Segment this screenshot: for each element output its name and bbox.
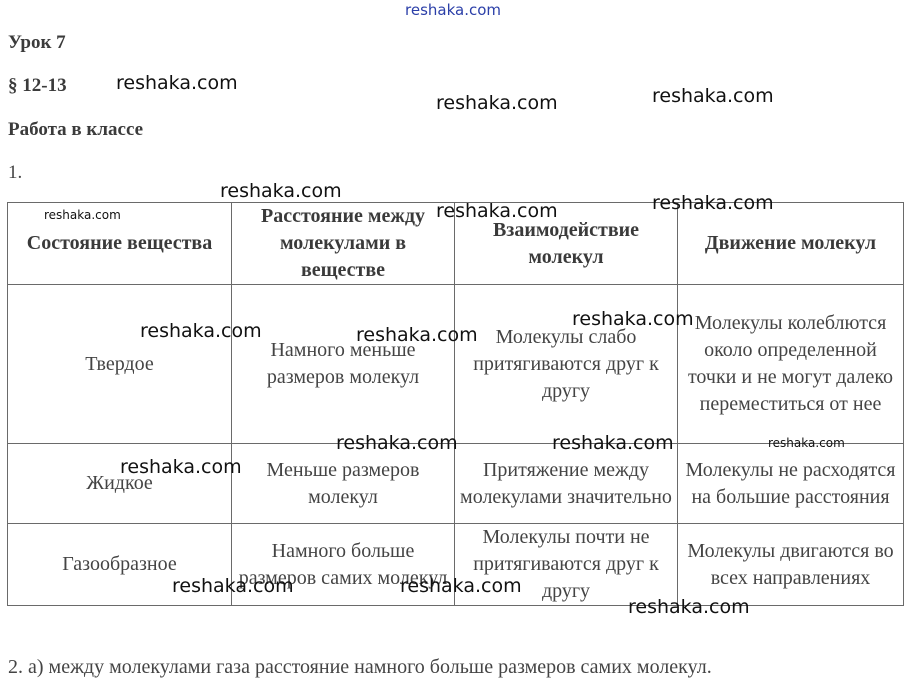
table-row [8, 524, 904, 606]
states-table [7, 202, 904, 606]
watermark: reshaka.com [552, 432, 674, 454]
watermark: reshaka.com [572, 308, 694, 330]
watermark: reshaka.com [436, 92, 558, 114]
table-cell: Молекулы слабо притягиваются друг к другу [455, 285, 678, 444]
watermark: reshaka.com [400, 575, 522, 597]
table-row [8, 444, 904, 524]
table-cell: Намного меньше размеров молекул [232, 285, 455, 444]
watermark: reshaka.com [356, 324, 478, 346]
table-cell: Молекулы не расходятся на большие расстояния [678, 444, 904, 524]
watermark: reshaka.com [652, 192, 774, 214]
site-link[interactable]: reshaka.com [405, 1, 501, 19]
header-cell: Движение молекул [678, 203, 904, 285]
header-cell: Состояние вещества [8, 203, 232, 285]
answer-2: 2. а) между молекулами газа расстояние намного больше размеров самих молекул. [8, 656, 712, 678]
subheading: Работа в классе [8, 119, 144, 140]
watermark: reshaka.com [652, 85, 774, 107]
table-cell: Молекулы колеблются около определенной точки и не могут далеко переместиться от нее [678, 285, 904, 444]
table-header-row [8, 203, 904, 285]
table-cell: Меньше размеров молекул [232, 444, 455, 524]
watermark: reshaka.com [172, 575, 294, 597]
watermark: reshaka.com [44, 208, 121, 222]
watermark: reshaka.com [436, 200, 558, 222]
section-number: § 12-13 [8, 75, 67, 96]
table-cell: Жидкое [8, 444, 232, 524]
task-1-number: 1. [8, 162, 23, 183]
header-cell: Расстояние между молекулами в веществе [232, 203, 455, 285]
table-cell: Газообразное [8, 524, 232, 606]
table-cell: Молекулы двигаются во всех направлениях [678, 524, 904, 606]
table-cell: Твердое [8, 285, 232, 444]
watermark: reshaka.com [628, 596, 750, 618]
watermark: reshaka.com [140, 320, 262, 342]
watermark: reshaka.com [336, 432, 458, 454]
watermark: reshaka.com [120, 456, 242, 478]
table-cell: Притяжение между молекулами значительно [455, 444, 678, 524]
table-row [8, 285, 904, 444]
watermark: reshaka.com [116, 72, 238, 94]
watermark: reshaka.com [768, 436, 845, 450]
table-cell: Намного больше размеров самих молекул [232, 524, 455, 606]
watermark: reshaka.com [220, 180, 342, 202]
header-cell: Взаимодействие молекул [455, 203, 678, 285]
lesson-title: Урок 7 [8, 32, 66, 53]
table-cell: Молекулы почти не притягиваются друг к другу [455, 524, 678, 606]
